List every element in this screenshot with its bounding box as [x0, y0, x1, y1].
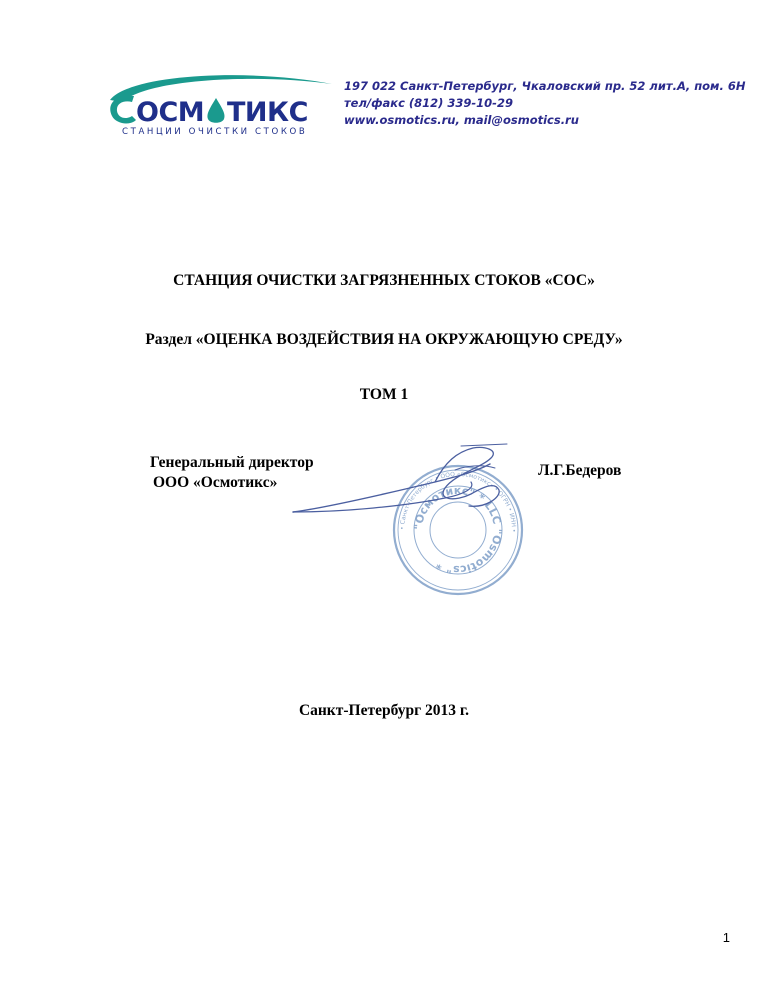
contact-phone: тел/факс (812) 339-10-29	[344, 96, 513, 110]
signature-stroke-3	[435, 447, 499, 506]
contact-web: www.osmotics.ru, mail@osmotics.ru	[344, 113, 579, 127]
page-number: 1	[722, 930, 730, 945]
signature-stroke-4	[461, 444, 507, 446]
stamp-outer-lettering: • Санкт-Петербург • ООО «Осмотикс» • ОГРН • ИНН •	[398, 470, 518, 533]
company-logo	[100, 70, 340, 138]
logo-tagline: СТАНЦИИ ОЧИСТКИ СТОКОВ	[122, 127, 308, 137]
signer-name: Л.Г.Бедеров	[538, 462, 622, 479]
place-and-year: Санкт-Петербург 2013 г.	[298, 702, 470, 719]
document-volume: ТОМ 1	[359, 386, 409, 403]
signer-position: Генеральный директор	[150, 454, 314, 471]
osmotics-logo-graphic	[100, 70, 340, 138]
stamp-inner-lettering: "Осмотикс" * LLC "Osmotics" *	[411, 483, 505, 577]
contact-address: 197 022 Санкт-Петербург, Чкаловский пр. 52 лит.А, пом. 6Н	[344, 79, 746, 93]
document-section: Раздел «ОЦЕНКА ВОЗДЕЙСТВИЯ НА ОКРУЖАЮЩУЮ СРЕДУ»	[145, 331, 623, 348]
document-title: СТАНЦИЯ ОЧИСТКИ ЗАГРЯЗНЕННЫХ СТОКОВ «СОС»	[173, 272, 595, 289]
logo-wordmark-part1: ОСМ	[136, 97, 205, 128]
director-signature	[285, 442, 535, 522]
logo-drop-icon	[207, 98, 224, 123]
signer-company: ООО «Осмотикс»	[153, 474, 278, 491]
signature-stroke-1	[293, 464, 490, 512]
contact-block	[344, 78, 745, 129]
logo-wordmark-part2: ТИКС	[227, 97, 308, 128]
